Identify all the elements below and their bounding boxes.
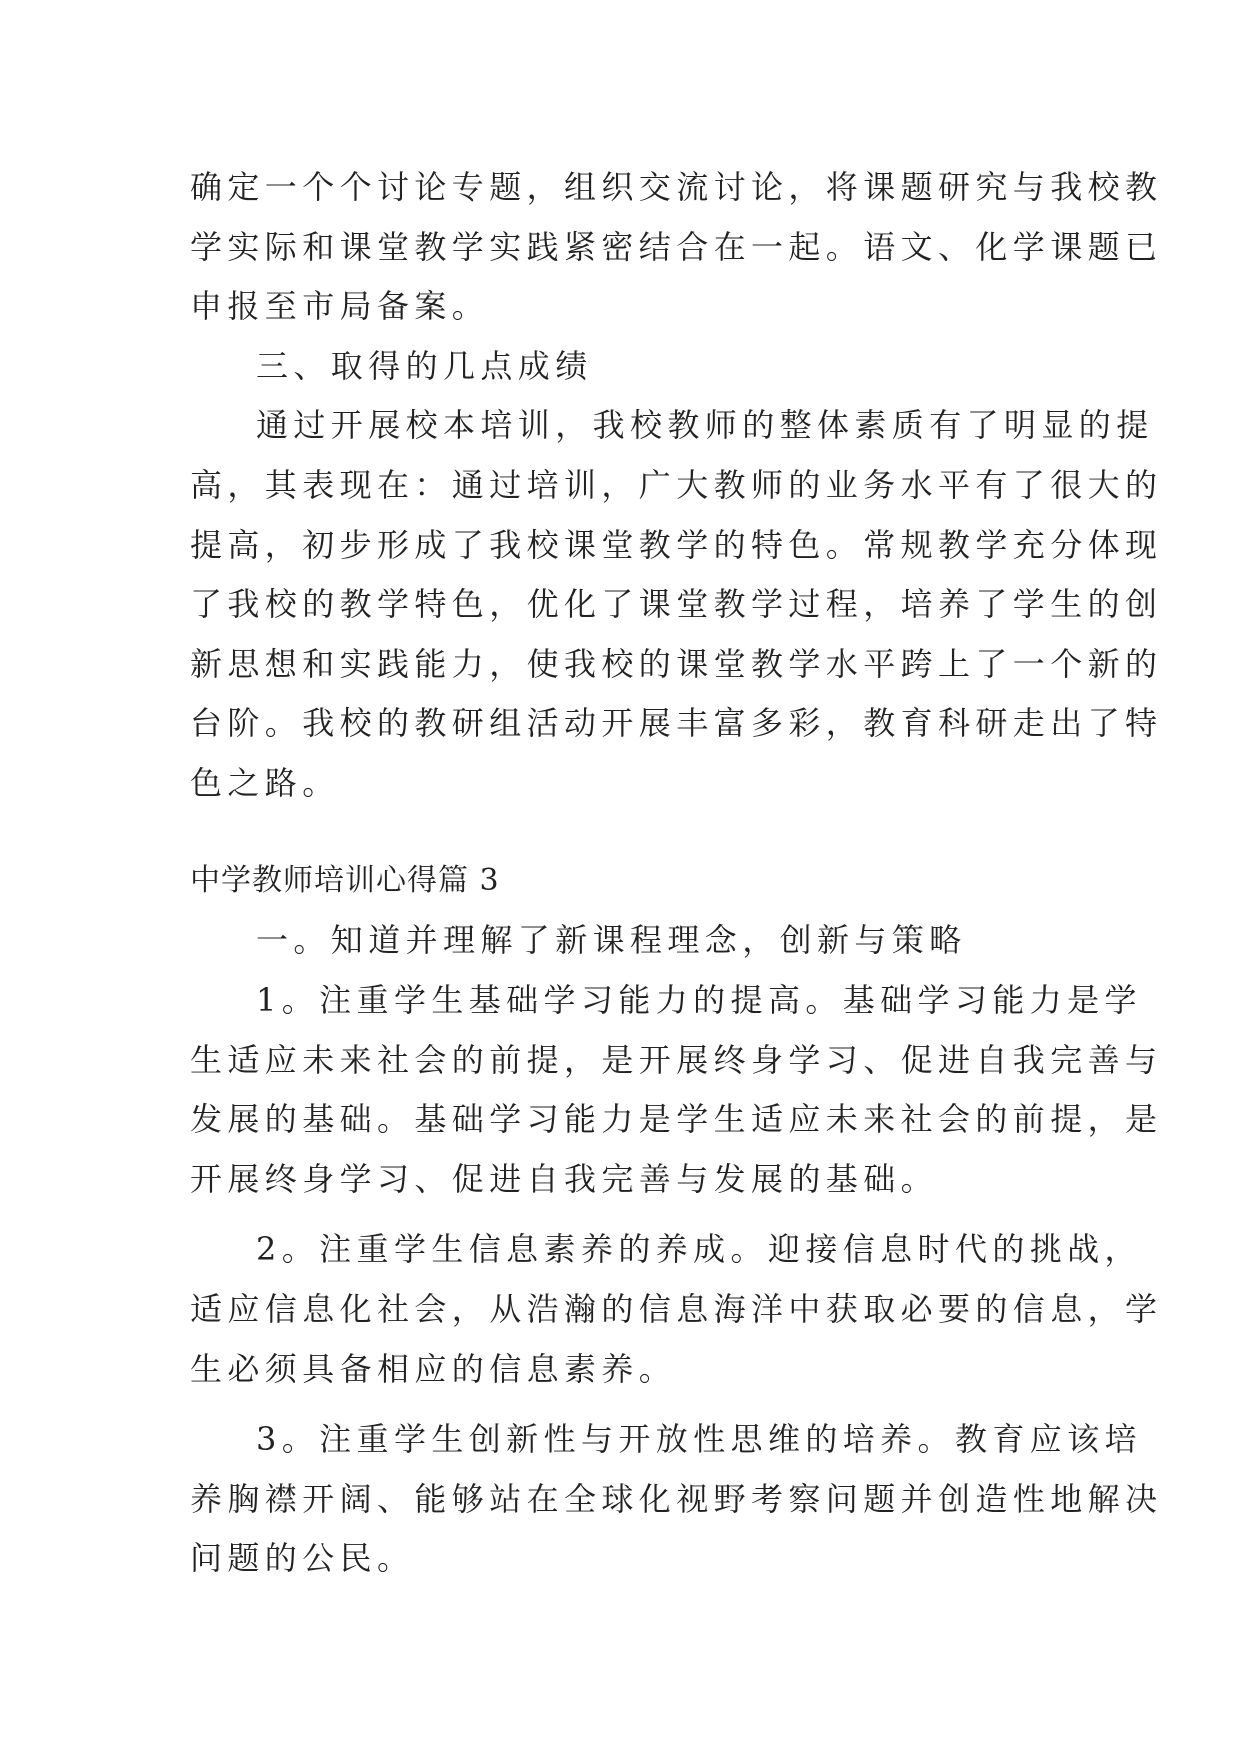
paragraph-line: 3。注重学生创新性与开放性思维的培养。教育应该培 (256, 1420, 1142, 1458)
paragraph-line: 1。注重学生基础学习能力的提高。基础学习能力是学 (256, 981, 1142, 1019)
paragraph-line: 确定一个个讨论专题，组织交流讨论，将课题研究与我校教 (190, 168, 1163, 206)
point-heading: 一。知道并理解了新课程理念，创新与策略 (256, 921, 967, 959)
paragraph-line: 适应信息化社会，从浩瀚的信息海洋中获取必要的信息，学 (190, 1290, 1163, 1328)
paragraph-line: 开展终身学习、促进自我完善与发展的基础。 (190, 1160, 939, 1198)
paragraph-line: 台阶。我校的教研组活动开展丰富多彩，教育科研走出了特 (190, 704, 1163, 742)
paragraph-line: 高，其表现在：通过培训，广大教师的业务水平有了很大的 (190, 466, 1163, 504)
paragraph-line: 学实际和课堂教学实践紧密结合在一起。语文、化学课题已 (190, 228, 1163, 266)
paragraph-line: 申报至市局备案。 (190, 287, 490, 325)
paragraph-line: 2。注重学生信息素养的养成。迎接信息时代的挑战， (256, 1230, 1142, 1268)
paragraph-line: 养胸襟开阔、能够站在全球化视野考察问题并创造性地解决 (190, 1480, 1163, 1518)
paragraph-line: 色之路。 (190, 764, 340, 802)
paragraph-line: 发展的基础。基础学习能力是学生适应未来社会的前提，是 (190, 1100, 1163, 1138)
article-title: 中学教师培训心得篇 3 (190, 863, 500, 898)
paragraph-line: 通过开展校本培训，我校教师的整体素质有了明显的提 (256, 406, 1154, 444)
paragraph-line: 生适应未来社会的前提，是开展终身学习、促进自我完善与 (190, 1041, 1163, 1079)
section-heading: 三、取得的几点成绩 (256, 347, 593, 385)
paragraph-line: 提高，初步形成了我校课堂教学的特色。常规教学充分体现 (190, 526, 1163, 564)
paragraph-line: 了我校的教学特色，优化了课堂教学过程，培养了学生的创 (190, 585, 1163, 623)
paragraph-line: 生必须具备相应的信息素养。 (190, 1350, 677, 1388)
paragraph-line: 问题的公民。 (190, 1539, 415, 1577)
paragraph-line: 新思想和实践能力，使我校的课堂教学水平跨上了一个新的 (190, 645, 1163, 683)
